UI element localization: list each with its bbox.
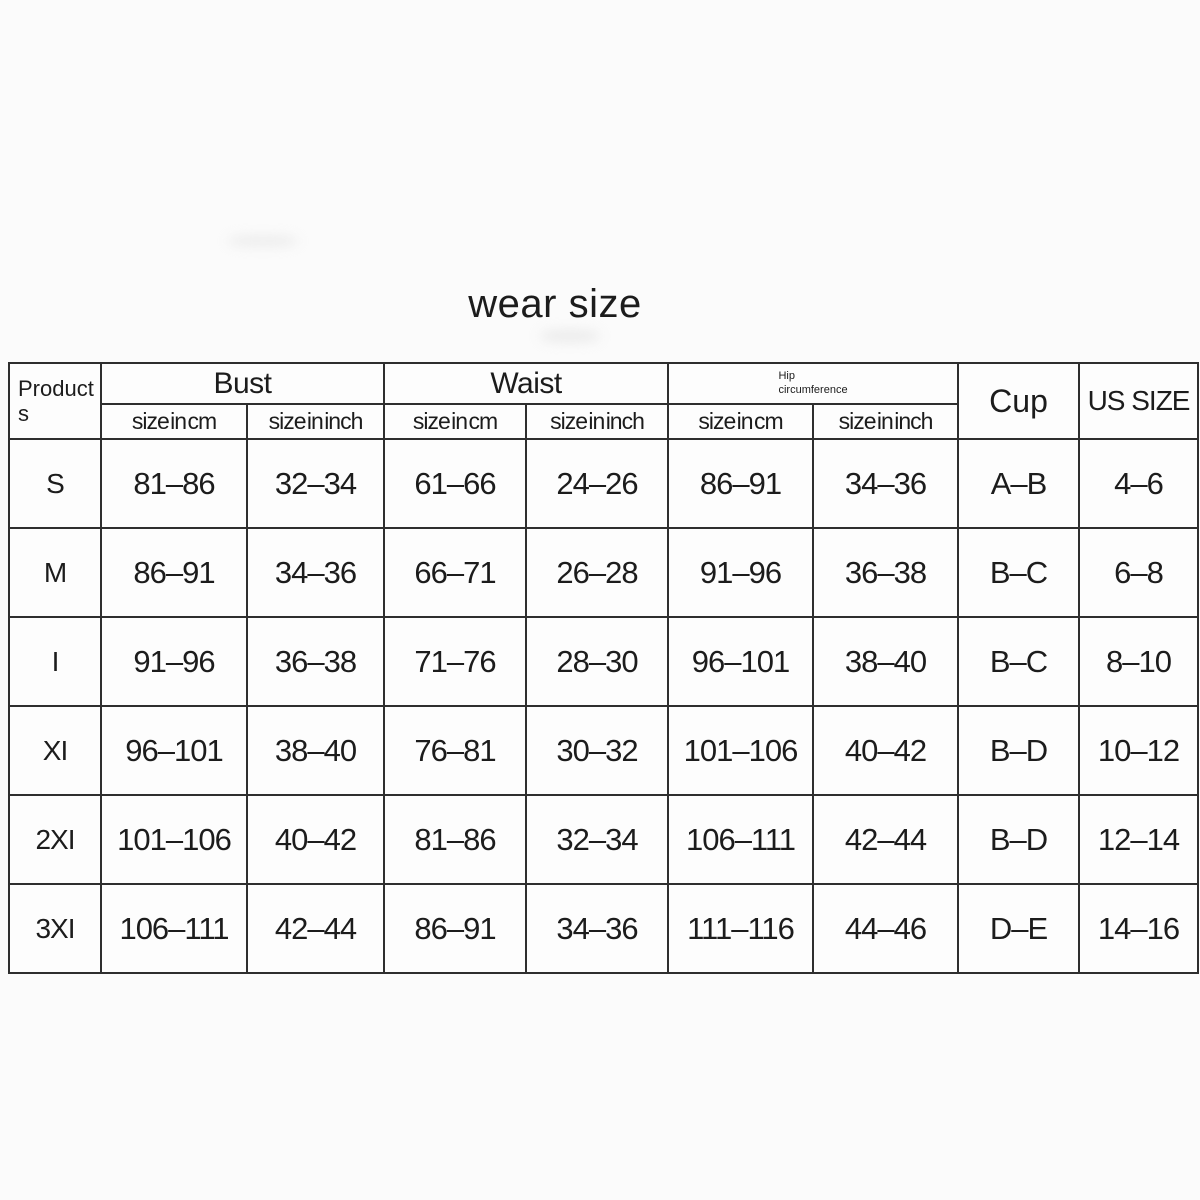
subheader-hip-cm: size in cm [668, 404, 813, 439]
table-group-header-row [9, 363, 1198, 404]
cell-hip-inch: 38–40 [813, 617, 958, 706]
hip-header-line2: circumference [778, 384, 848, 397]
hip-header-line1: Hip [778, 369, 795, 382]
table-row-m [9, 528, 1198, 617]
cell-waist-cm: 66–71 [384, 528, 526, 617]
col-group-hip-circumference [668, 363, 958, 404]
cell-waist-cm: 81–86 [384, 795, 526, 884]
page-title [0, 282, 1200, 327]
cell-hip-cm: 106–111 [668, 795, 813, 884]
cell-hip-inch: 42–44 [813, 795, 958, 884]
cell-cup: B–C [958, 617, 1079, 706]
cell-bust-cm: 86–91 [101, 528, 247, 617]
cell-hip-inch: 44–46 [813, 884, 958, 973]
table-row-s [9, 439, 1198, 528]
cell-hip-cm: 91–96 [668, 528, 813, 617]
cell-waist-inch: 32–34 [526, 795, 668, 884]
cell-cup: B–D [958, 795, 1079, 884]
cell-product: I [9, 617, 101, 706]
cell-hip-inch: 40–42 [813, 706, 958, 795]
cell-us-size: 10–12 [1079, 706, 1198, 795]
cell-hip-inch: 36–38 [813, 528, 958, 617]
col-header-us-size: US SIZE [1079, 363, 1198, 439]
cell-cup: A–B [958, 439, 1079, 528]
cell-product: 2XI [9, 795, 101, 884]
subheader-hip-inch: size in inch [813, 404, 958, 439]
subheader-waist-cm: size in cm [384, 404, 526, 439]
cell-us-size: 12–14 [1079, 795, 1198, 884]
cell-cup: B–C [958, 528, 1079, 617]
cell-bust-inch: 42–44 [247, 884, 384, 973]
cell-waist-inch: 24–26 [526, 439, 668, 528]
cell-cup: D–E [958, 884, 1079, 973]
cell-cup: B–D [958, 706, 1079, 795]
size-chart-table [8, 362, 1199, 974]
col-group-waist: Waist [384, 363, 668, 404]
cell-hip-cm: 86–91 [668, 439, 813, 528]
cell-product: M [9, 528, 101, 617]
cell-hip-inch: 34–36 [813, 439, 958, 528]
subheader-waist-inch: size in inch [526, 404, 668, 439]
cell-product: S [9, 439, 101, 528]
subheader-bust-inch: size in inch [247, 404, 384, 439]
cell-waist-inch: 26–28 [526, 528, 668, 617]
cell-bust-cm: 91–96 [101, 617, 247, 706]
cell-waist-inch: 30–32 [526, 706, 668, 795]
cell-waist-cm: 71–76 [384, 617, 526, 706]
cell-bust-cm: 101–106 [101, 795, 247, 884]
col-header-cup: Cup [958, 363, 1079, 439]
cell-bust-inch: 38–40 [247, 706, 384, 795]
cell-waist-cm: 76–81 [384, 706, 526, 795]
watermark-smudge [228, 236, 298, 246]
table-row-l [9, 617, 1198, 706]
cell-waist-inch: 28–30 [526, 617, 668, 706]
cell-us-size: 4–6 [1079, 439, 1198, 528]
cell-us-size: 14–16 [1079, 884, 1198, 973]
cell-bust-cm: 106–111 [101, 884, 247, 973]
table-row-xl [9, 706, 1198, 795]
cell-bust-cm: 81–86 [101, 439, 247, 528]
cell-hip-cm: 101–106 [668, 706, 813, 795]
cell-us-size: 6–8 [1079, 528, 1198, 617]
cell-bust-inch: 32–34 [247, 439, 384, 528]
cell-bust-inch: 34–36 [247, 528, 384, 617]
cell-hip-cm: 111–116 [668, 884, 813, 973]
table-row-2xl [9, 795, 1198, 884]
subheader-bust-cm: size in cm [101, 404, 247, 439]
cell-bust-cm: 96–101 [101, 706, 247, 795]
col-header-products: Products [9, 363, 101, 439]
cell-product: XI [9, 706, 101, 795]
cell-waist-cm: 86–91 [384, 884, 526, 973]
table-row-3xl [9, 884, 1198, 973]
page-title-text: wear size [468, 282, 642, 326]
watermark-smudge [540, 330, 600, 342]
cell-bust-inch: 36–38 [247, 617, 384, 706]
cell-us-size: 8–10 [1079, 617, 1198, 706]
col-group-bust: Bust [101, 363, 384, 404]
cell-bust-inch: 40–42 [247, 795, 384, 884]
cell-product: 3XI [9, 884, 101, 973]
cell-hip-cm: 96–101 [668, 617, 813, 706]
cell-waist-cm: 61–66 [384, 439, 526, 528]
cell-waist-inch: 34–36 [526, 884, 668, 973]
hip-header-text [778, 369, 847, 398]
